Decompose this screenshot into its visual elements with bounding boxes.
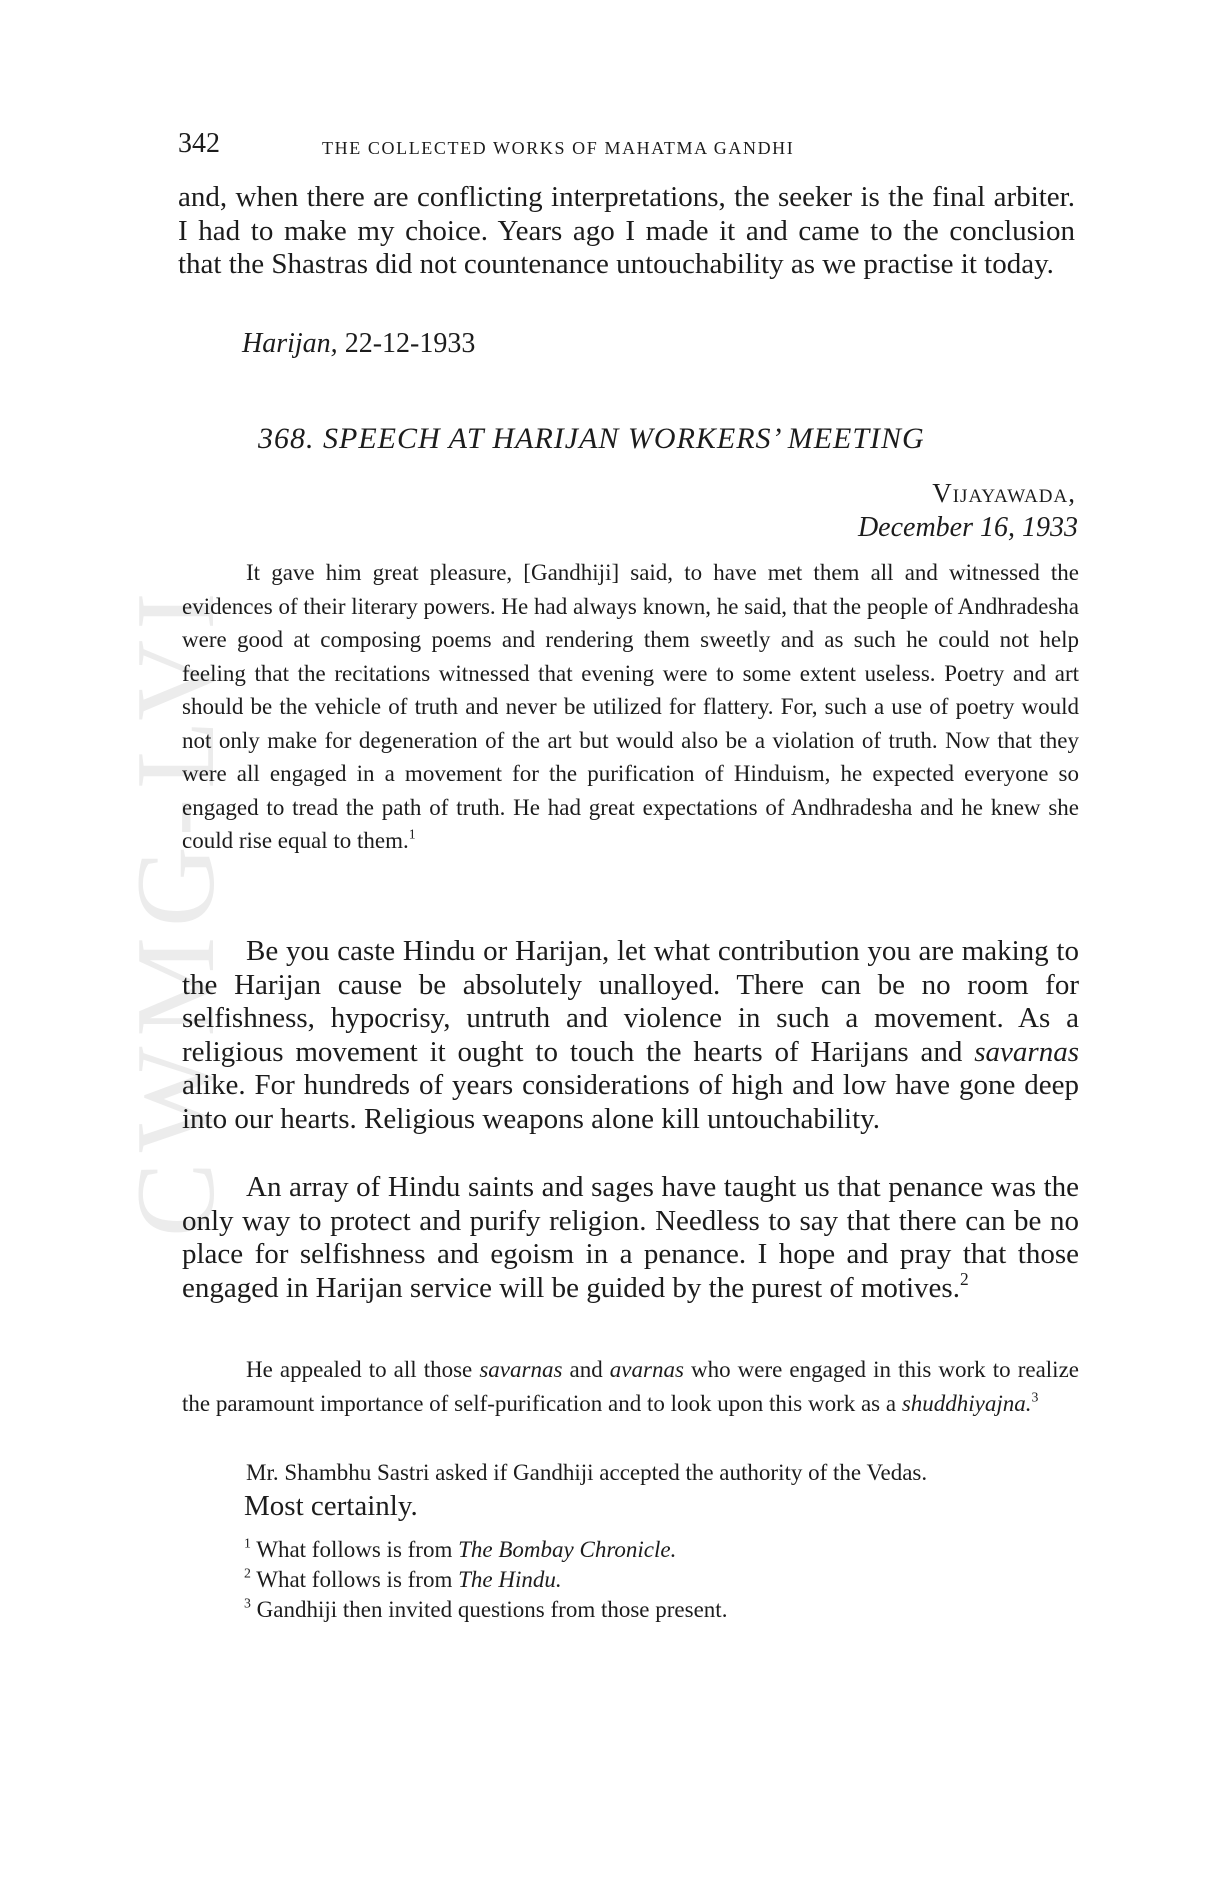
question-paragraph: Mr. Shambhu Sastri asked if Gandhiji accepted the authority of the Vedas. — [246, 1460, 928, 1485]
footnote-marker: 1 — [244, 1535, 251, 1551]
speech-paragraph-1 — [182, 935, 1079, 1136]
speech2-text: An array of Hindu saints and sages have taught us that penance was the only way to protect and purify religion. Needless to say that there can be no place for selfishness and egoism in a penance. I hope and pray that those engaged in Harijan service will be guided by the purest of motives. — [182, 1171, 1079, 1304]
appeal-term-avarnas: avarnas — [609, 1357, 684, 1382]
source-publication: Harijan, — [242, 328, 338, 359]
continued-paragraph: and, when there are conflicting interpretations, the seeker is the final arbiter. I had to make my choice. Years ago I made it and came to the conclusion that the Shastras did not countenance untouchability as we practise it today. — [178, 181, 1075, 280]
section-heading: 368. SPEECH AT HARIJAN WORKERS’ MEETING — [258, 422, 925, 455]
appeal-term-savarnas: savarnas — [479, 1357, 563, 1382]
footnote-text: What follows is from — [256, 1567, 459, 1592]
footnote-title: The Bombay Chronicle. — [458, 1537, 677, 1562]
appeal-term-shuddhiyajna: shuddhiyajna. — [901, 1390, 1032, 1416]
dateline-place — [932, 478, 1076, 509]
speech1-text-a: Be you caste Hindu or Harijan, let what contribution you are making to the Harijan cause be absolutely unalloyed. There can be no room for selfishness, hypocrisy, untruth and violence in such a movement. As a religious movement it ought to touch the hearts of Harijans and — [182, 935, 1079, 1068]
appeal-text-b: who were engaged in this work to realize the paramount importance of self-purification and to look upon this work as a — [182, 1357, 1079, 1416]
footnote-ref-3: 3 — [1031, 1388, 1039, 1404]
appeal-text-mid: and — [562, 1357, 610, 1382]
source-date: 22-12-1933 — [344, 328, 476, 359]
speech1-term: savarnas — [974, 1035, 1079, 1068]
report-text: It gave him great pleasure, [Gandhiji] said, to have met them all and witnessed the evidences of their literary powers. He had always known, he said, that the people of Andhradesha were good at composing poems and rendering them sweetly and as such he could not help feeling that the recitations witnessed that evening were to some extent useless. Poetry and art should be the vehicle of truth and never be utilized for flattery. For, such a use of poetry would not only make for degeneration of the art but would also be a violation of truth. Now that they were all engaged in a movement for the purification of Hinduism, he expected everyone so engaged to tread the path of truth. He had great expectations of Andhradesha and he knew she could rise equal to them. — [182, 560, 1079, 853]
page-number: 342 — [178, 128, 220, 159]
footnote-1 — [244, 1535, 727, 1565]
footnote-2 — [244, 1565, 727, 1595]
dateline-date: December 16, 1933 — [857, 512, 1078, 543]
footnote-3 — [244, 1595, 727, 1625]
footnote-marker: 2 — [244, 1565, 251, 1581]
appeal-paragraph — [182, 1353, 1079, 1420]
page-header — [178, 128, 1089, 168]
footnote-ref-1: 1 — [408, 826, 416, 842]
footnote-text: What follows is from — [256, 1537, 459, 1562]
footnote-title: The Hindu. — [458, 1567, 562, 1592]
speech-paragraph-2 — [182, 1171, 1079, 1305]
footnote-ref-2: 2 — [959, 1268, 969, 1289]
footnotes — [244, 1535, 727, 1625]
footnote-text: Gandhiji then invited questions from those present. — [256, 1597, 728, 1622]
source-citation — [242, 328, 475, 360]
running-title: THE COLLECTED WORKS OF MAHATMA GANDHI — [322, 138, 795, 158]
watermark: CWMG-LVI — [114, 582, 238, 1238]
footnote-marker: 3 — [244, 1595, 251, 1611]
speech1-text-b: alike. For hundreds of years considerations of high and low have gone deep into our hearts. Religious weapons alone kill untouchability. — [182, 1069, 1079, 1135]
place-name: Vijayawada, — [932, 478, 1076, 508]
answer-paragraph: Most certainly. — [244, 1490, 418, 1522]
appeal-text-a: He appealed to all those — [246, 1357, 480, 1382]
report-paragraph — [182, 556, 1079, 858]
